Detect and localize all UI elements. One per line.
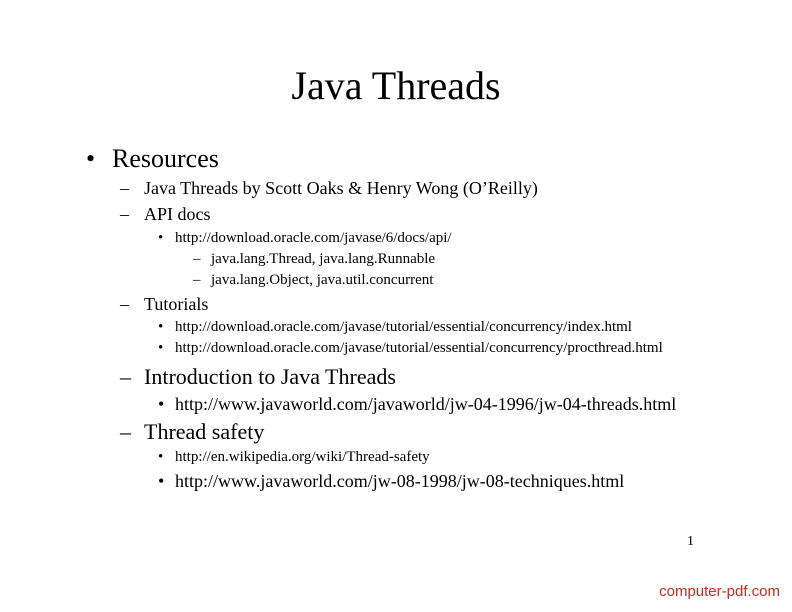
safety-item: Thread safety — [144, 419, 265, 444]
resources-heading: Resources — [112, 144, 219, 173]
dot-icon: • — [158, 230, 164, 246]
tutorial-link[interactable]: http://download.oracle.com/javase/tutorial/essential/concurrency/procthread.html — [175, 340, 663, 356]
dash-icon: – — [120, 178, 129, 198]
dash-icon: – — [120, 364, 131, 389]
api-docs-item: API docs — [144, 204, 211, 224]
dash-icon: – — [120, 204, 129, 224]
api-sub-item: java.lang.Object, java.util.concurrent — [211, 272, 434, 288]
slide-title: Java Threads — [291, 63, 501, 108]
book-item: Java Threads by Scott Oaks & Henry Wong (O’Reilly) — [144, 178, 538, 198]
dot-icon: • — [158, 319, 164, 335]
dot-icon: • — [158, 471, 165, 491]
dot-icon: • — [158, 394, 165, 414]
dash-icon: – — [193, 272, 201, 288]
api-sub-item: java.lang.Thread, java.lang.Runnable — [211, 251, 436, 267]
dot-icon: • — [158, 340, 164, 356]
page-number: 1 — [687, 534, 694, 549]
safety-link[interactable]: http://en.wikipedia.org/wiki/Thread-safety — [175, 449, 430, 465]
dash-icon: – — [193, 251, 201, 267]
watermark: computer-pdf.com — [659, 583, 780, 600]
dot-icon: • — [158, 449, 164, 465]
intro-link[interactable]: http://www.javaworld.com/javaworld/jw-04-1996/jw-04-threads.html — [175, 394, 677, 414]
tutorials-item: Tutorials — [144, 294, 209, 314]
bullet-icon: • — [86, 144, 96, 173]
dash-icon: – — [120, 419, 131, 444]
safety-link[interactable]: http://www.javaworld.com/jw-08-1998/jw-08-techniques.html — [175, 471, 625, 491]
intro-item: Introduction to Java Threads — [144, 364, 396, 389]
dash-icon: – — [120, 294, 129, 314]
tutorial-link[interactable]: http://download.oracle.com/javase/tutorial/essential/concurrency/index.html — [175, 319, 632, 335]
api-docs-link[interactable]: http://download.oracle.com/javase/6/docs/api/ — [175, 230, 452, 246]
